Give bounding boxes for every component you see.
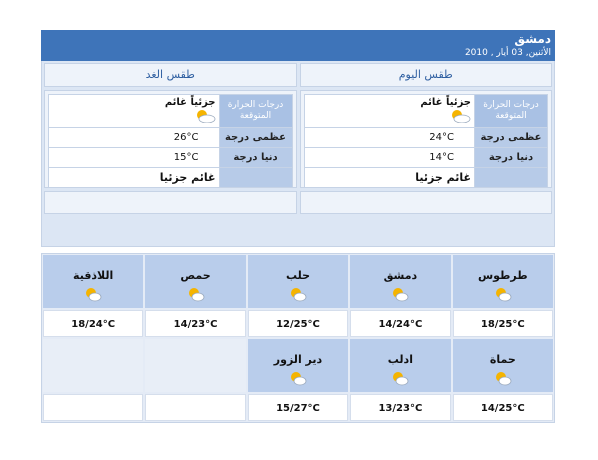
partly-cloudy-icon: [308, 109, 472, 126]
today-column: [300, 63, 553, 244]
tomorrow-column: [44, 63, 297, 244]
partly-cloudy-icon: [289, 370, 307, 389]
partly-cloudy-icon: [494, 370, 512, 389]
weather-widget: [41, 30, 555, 423]
city-name: دير الزور: [273, 353, 323, 366]
city-name: حمص: [180, 269, 211, 282]
tomorrow-max-value: 26°C: [49, 128, 219, 147]
partly-cloudy-icon: [391, 286, 409, 305]
city-tile-idlib[interactable]: [350, 339, 450, 392]
tomorrow-condition-cell: [49, 95, 219, 127]
city-temp: 18/24°C: [43, 310, 143, 337]
partly-cloudy-icon: [52, 109, 216, 126]
today-min-label: دنيا درجة: [475, 148, 547, 167]
city-temp: 15/27°C: [248, 394, 348, 421]
today-condition-cell: [305, 95, 475, 127]
tomorrow-title[interactable]: طقس الغد: [44, 63, 297, 87]
forecast-panel: [41, 61, 555, 247]
city-tile-deir-ez-zor[interactable]: [248, 339, 348, 392]
cities-row1-temps: [43, 310, 553, 337]
tomorrow-max-label: عظمى درجة: [220, 128, 292, 147]
header-date: الأثنين, 03 أيار , 2010: [464, 48, 551, 58]
tomorrow-table: [48, 94, 293, 188]
tomorrow-min-label: دنيا درجة: [220, 148, 292, 167]
cities-row2-names: [43, 339, 553, 392]
city-name: حلب: [285, 269, 311, 282]
city-name: حماة: [489, 353, 516, 366]
partly-cloudy-icon: [187, 286, 205, 305]
city-tile-latakia[interactable]: [43, 255, 143, 308]
partly-cloudy-icon: [289, 286, 307, 305]
cities-grid: [41, 253, 555, 423]
empty-tile: [145, 339, 245, 392]
city-temp: 14/25°C: [453, 394, 553, 421]
today-title[interactable]: طقس اليوم: [300, 63, 553, 87]
tomorrow-desc-label: [220, 168, 292, 187]
cities-row2-temps: [43, 394, 553, 421]
tomorrow-body: [44, 90, 297, 188]
header-city: دمشق: [514, 32, 551, 46]
empty-tile: [43, 339, 143, 392]
tomorrow-description: غائم جزئيا: [49, 168, 219, 187]
today-min-value: 14°C: [305, 148, 475, 167]
partly-cloudy-icon: [494, 286, 512, 305]
city-name: ادلب: [387, 353, 413, 366]
empty-temp: [43, 394, 143, 421]
city-temp: 14/24°C: [350, 310, 450, 337]
today-description: غائم جزئيا: [305, 168, 475, 187]
cities-row1-names: [43, 255, 553, 308]
header-bar: [41, 30, 555, 61]
today-expected-label: درجات الحرارة المتوقعة: [475, 95, 547, 127]
today-max-label: عظمى درجة: [475, 128, 547, 147]
city-name: دمشق: [383, 269, 418, 282]
city-temp: 18/25°C: [453, 310, 553, 337]
city-tile-tartus[interactable]: [453, 255, 553, 308]
empty-temp: [145, 394, 245, 421]
partly-cloudy-icon: [84, 286, 102, 305]
today-max-value: 24°C: [305, 128, 475, 147]
tomorrow-min-value: 15°C: [49, 148, 219, 167]
today-desc-label: [475, 168, 547, 187]
city-temp: 14/23°C: [145, 310, 245, 337]
city-tile-damascus[interactable]: [350, 255, 450, 308]
city-tile-hama[interactable]: [453, 339, 553, 392]
city-temp: 13/23°C: [350, 394, 450, 421]
city-temp: 12/25°C: [248, 310, 348, 337]
city-tile-aleppo[interactable]: [248, 255, 348, 308]
today-condition: جزئياً غائم: [420, 96, 471, 108]
today-table: [304, 94, 549, 188]
city-name: طرطوس: [477, 269, 528, 282]
city-tile-homs[interactable]: [145, 255, 245, 308]
city-name: اللاذقية: [73, 269, 114, 282]
tomorrow-footer: [44, 191, 297, 214]
tomorrow-expected-label: درجات الحرارة المتوقعة: [220, 95, 292, 127]
partly-cloudy-icon: [391, 370, 409, 389]
today-footer: [300, 191, 553, 214]
today-body: [300, 90, 553, 188]
tomorrow-condition: جزئياً غائم: [164, 96, 216, 108]
